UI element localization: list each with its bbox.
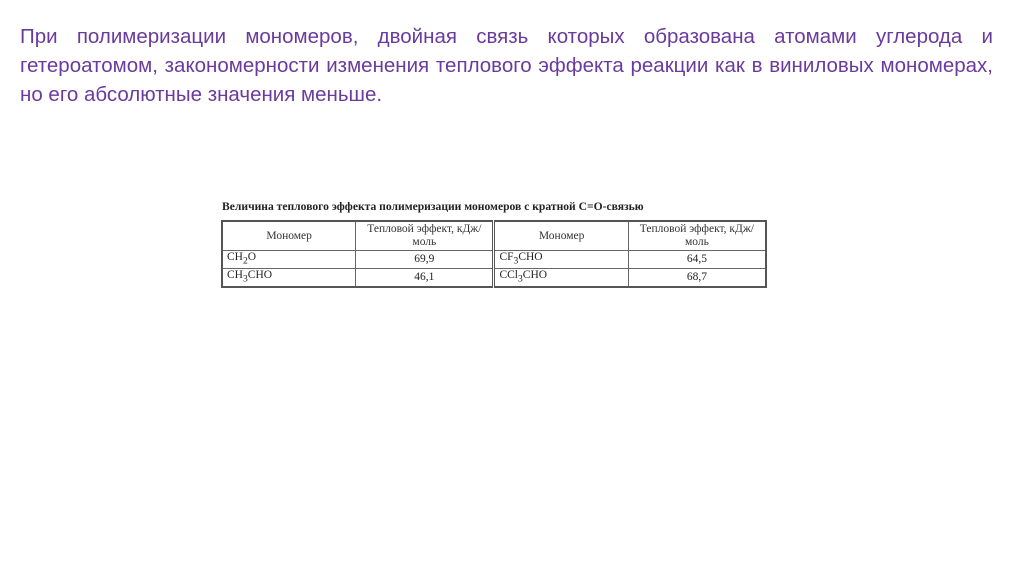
table-row — [222, 269, 766, 288]
monomer-formula: CCl$_3$CHO — [494, 269, 628, 288]
monomer-formula: $CH_2O$ — [222, 251, 356, 269]
header-heat-effect: Тепловой эффект, кДж/моль — [628, 221, 766, 251]
heat-effect-table — [221, 220, 767, 288]
table-row — [222, 251, 766, 269]
header-heat-effect: Тепловой эффект, кДж/моль — [356, 221, 494, 251]
heat-effect-value: 68,7 — [628, 269, 766, 288]
slide-paragraph: При полимеризации мономеров, двойная связь которых образована атомами углерода и гетероатомом, закономерности изменения теплового эффекта реакции как в виниловых мономерах, но его абсолютные значения меньше. — [20, 25, 993, 106]
table-header-row — [222, 221, 766, 251]
table-figure — [221, 200, 769, 288]
heat-effect-value: 64,5 — [628, 251, 766, 269]
table-caption: Величина теплового эффекта полимеризации мономеров с кратной C=O-связью — [222, 200, 644, 213]
monomer-formula: $CF_3CHO$ — [494, 251, 628, 269]
header-monomer: Мономер — [222, 221, 356, 251]
monomer-formula: $CH_3CHO$ — [222, 269, 356, 288]
header-monomer: Мономер — [494, 221, 628, 251]
heat-effect-value: 46,1 — [356, 269, 494, 288]
heat-effect-value: 69,9 — [356, 251, 494, 269]
